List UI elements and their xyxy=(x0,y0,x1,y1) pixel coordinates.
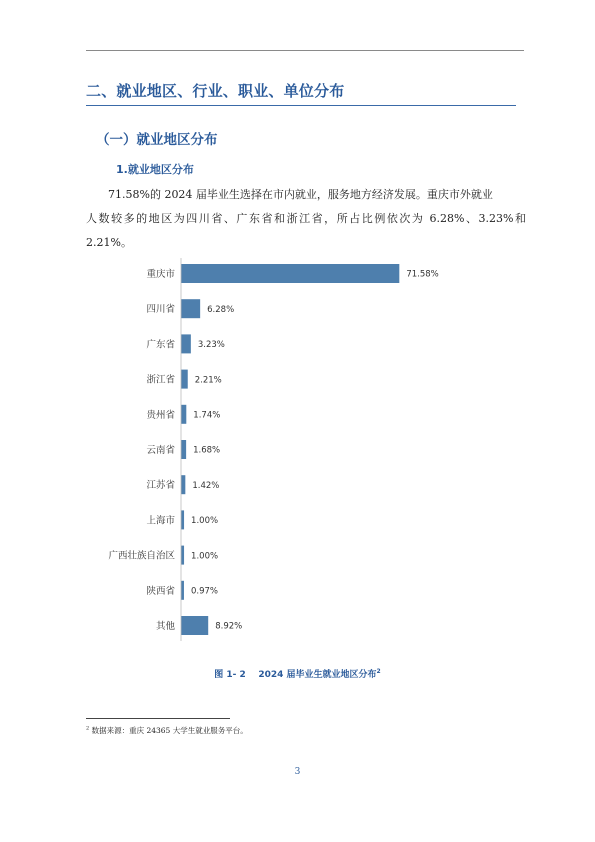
category-label: 广西壮族自治区 xyxy=(108,550,175,562)
header-rule xyxy=(86,50,524,51)
sub-subsection-title: 1.就业地区分布 xyxy=(116,163,194,176)
value-label: 2.21% xyxy=(194,375,222,386)
category-label: 贵州省 xyxy=(146,409,175,421)
footnote-text: 数据来源：重庆 24365 大学生就业服务平台。 xyxy=(91,726,248,735)
category-label: 上海市 xyxy=(146,515,175,527)
category-label: 广东省 xyxy=(146,339,175,351)
page-number: 3 xyxy=(294,767,301,777)
bar xyxy=(181,370,188,389)
section-title: 二、就业地区、行业、职业、单位分布 xyxy=(86,82,345,100)
bar xyxy=(181,264,399,283)
bar xyxy=(181,581,184,600)
bar xyxy=(181,475,185,494)
category-label: 其他 xyxy=(155,621,175,632)
bar xyxy=(181,546,184,565)
section-title-rule xyxy=(86,105,516,106)
footnote xyxy=(86,725,248,736)
bar xyxy=(181,616,208,635)
bar xyxy=(181,510,184,529)
value-label: 1.00% xyxy=(191,516,219,527)
value-label: 0.97% xyxy=(190,586,218,597)
category-label: 重庆市 xyxy=(146,269,175,280)
subsection-title: （一）就业地区分布 xyxy=(96,132,218,148)
caption-label: 图 1- 2 xyxy=(214,670,246,680)
footnote-rule xyxy=(86,718,230,719)
value-label: 6.28% xyxy=(207,304,235,315)
value-label: 71.58% xyxy=(406,269,439,280)
category-label: 浙江省 xyxy=(146,374,175,386)
value-label: 8.92% xyxy=(215,621,243,632)
category-label: 云南省 xyxy=(146,445,175,456)
bar xyxy=(181,405,186,424)
bar xyxy=(181,299,200,318)
value-label: 1.74% xyxy=(193,410,221,421)
value-label: 1.42% xyxy=(192,480,220,491)
value-label: 1.68% xyxy=(193,445,221,456)
body-paragraph xyxy=(86,183,526,255)
paragraph-line-2: 人数较多的地区为四川省、广东省和浙江省，所占比例依次为 6.28%、3.23%和 2.21%。 xyxy=(86,212,526,249)
footnote-marker: 2 xyxy=(86,725,90,732)
region-distribution-bar-chart xyxy=(86,256,506,646)
caption-note-ref: 2 xyxy=(376,668,381,675)
figure-caption xyxy=(0,667,595,680)
value-label: 3.23% xyxy=(197,340,225,351)
bar xyxy=(181,334,191,353)
category-label: 江苏省 xyxy=(146,480,175,492)
category-label: 四川省 xyxy=(146,304,175,316)
bar xyxy=(181,440,186,459)
caption-text: 2024 届毕业生就业地区分布 xyxy=(258,670,377,680)
paragraph-line-1: 71.58%的 2024 届毕业生选择在市内就业，服务地方经济发展。重庆市外就业 xyxy=(108,188,493,201)
category-label: 陕西省 xyxy=(146,585,175,597)
value-label: 1.00% xyxy=(191,551,219,562)
